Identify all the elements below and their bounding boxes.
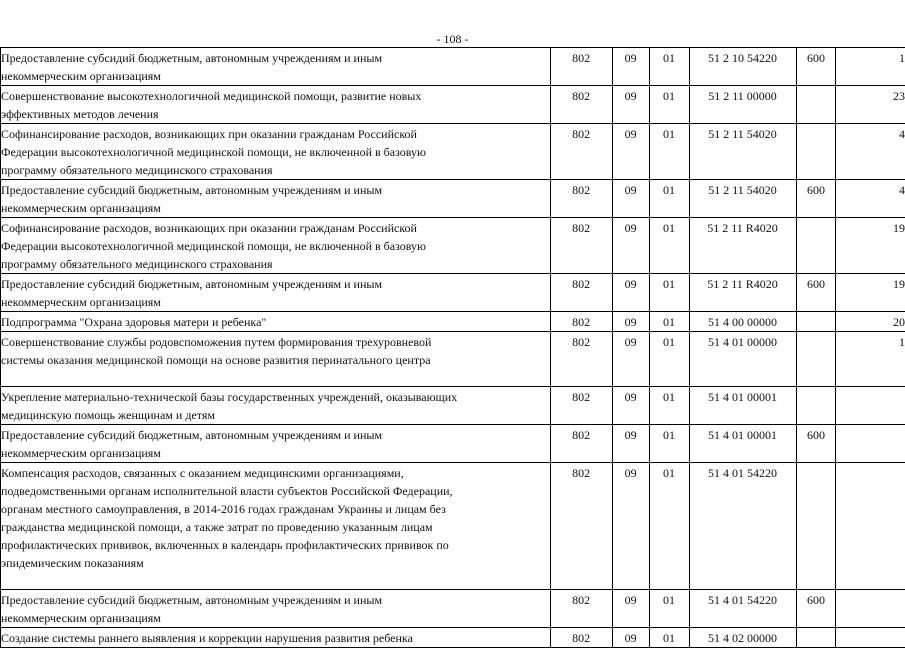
- description-line: Совершенствование службы родовспоможения путем формирования трехуровневой: [1, 333, 548, 351]
- section-code: 09: [612, 86, 649, 124]
- table-row: [1, 425, 905, 463]
- expense-type-code: [796, 463, 836, 590]
- ministry-code: 802: [550, 387, 612, 425]
- ministry-code: 802: [550, 86, 612, 124]
- amount: [836, 387, 905, 425]
- section-code: 09: [612, 425, 649, 463]
- budget-table: [0, 47, 905, 648]
- subsection-code: 01: [649, 124, 689, 180]
- description-line: некоммерческим организациям: [1, 199, 548, 217]
- row-description: [1, 387, 551, 425]
- row-description: [1, 332, 551, 387]
- description-line: Предоставление субсидий бюджетным, автономным учреждениям и иным: [1, 426, 548, 444]
- description-line: Создание системы раннего выявления и коррекции нарушения развития ребенка: [1, 629, 548, 647]
- description-line: Подпрограмма "Охрана здоровья матери и ребенка": [1, 313, 548, 331]
- row-description: [1, 590, 551, 628]
- ministry-code: 802: [550, 425, 612, 463]
- section-code: 09: [612, 218, 649, 274]
- expense-type-code: [796, 312, 836, 332]
- ministry-code: 802: [550, 124, 612, 180]
- description-line: Предоставление субсидий бюджетным, автономным учреждениям и иным: [1, 275, 548, 293]
- amount: 1: [836, 332, 905, 387]
- table-row: [1, 463, 905, 590]
- row-description: [1, 218, 551, 274]
- target-article-code: 51 4 01 54220: [689, 590, 796, 628]
- ministry-code: 802: [550, 48, 612, 86]
- row-description: [1, 463, 551, 590]
- expense-type-code: [796, 218, 836, 274]
- section-code: 09: [612, 387, 649, 425]
- table-row: [1, 312, 905, 332]
- table-row: [1, 332, 905, 387]
- description-line: подведомственными органам исполнительной власти субъектов Российской Федерации,: [1, 482, 548, 500]
- row-description: [1, 124, 551, 180]
- description-line: программу обязательного медицинского страхования: [1, 255, 548, 273]
- table-row: [1, 124, 905, 180]
- amount: [836, 590, 905, 628]
- table-row: [1, 590, 905, 628]
- amount: 23: [836, 86, 905, 124]
- row-description: [1, 48, 551, 86]
- description-line: Софинансирование расходов, возникающих при оказании гражданам Российской: [1, 219, 548, 237]
- row-description: [1, 274, 551, 312]
- target-article-code: 51 4 02 00000: [689, 628, 796, 648]
- row-description: [1, 86, 551, 124]
- amount: [836, 463, 905, 590]
- description-line: Предоставление субсидий бюджетным, автономным учреждениям и иным: [1, 591, 548, 609]
- table-row: [1, 387, 905, 425]
- expense-type-code: [796, 124, 836, 180]
- target-article-code: 51 2 11 R4020: [689, 218, 796, 274]
- section-code: 09: [612, 274, 649, 312]
- ministry-code: 802: [550, 312, 612, 332]
- expense-type-code: [796, 387, 836, 425]
- table-row: [1, 180, 905, 218]
- amount: 4: [836, 180, 905, 218]
- target-article-code: 51 4 00 00000: [689, 312, 796, 332]
- section-code: 09: [612, 628, 649, 648]
- subsection-code: 01: [649, 274, 689, 312]
- section-code: 09: [612, 332, 649, 387]
- expense-type-code: 600: [796, 274, 836, 312]
- target-article-code: 51 2 11 R4020: [689, 274, 796, 312]
- description-line: программу обязательного медицинского страхования: [1, 161, 548, 179]
- row-description: [1, 312, 551, 332]
- subsection-code: 01: [649, 425, 689, 463]
- amount: [836, 425, 905, 463]
- page-number: - 108 -: [0, 33, 905, 46]
- expense-type-code: 600: [796, 590, 836, 628]
- expense-type-code: 600: [796, 48, 836, 86]
- description-line: Совершенствование высокотехнологичной медицинской помощи, развитие новых: [1, 87, 548, 105]
- target-article-code: 51 4 01 00001: [689, 387, 796, 425]
- expense-type-code: [796, 628, 836, 648]
- description-line: некоммерческим организациям: [1, 444, 548, 462]
- subsection-code: 01: [649, 628, 689, 648]
- ministry-code: 802: [550, 628, 612, 648]
- table-row: [1, 274, 905, 312]
- expense-type-code: [796, 332, 836, 387]
- description-line: Компенсация расходов, связанных с оказанием медицинскими организациями,: [1, 464, 548, 482]
- amount: 20: [836, 312, 905, 332]
- target-article-code: 51 2 11 54020: [689, 124, 796, 180]
- subsection-code: 01: [649, 312, 689, 332]
- description-line: некоммерческим организациям: [1, 609, 548, 627]
- expense-type-code: [796, 86, 836, 124]
- subsection-code: 01: [649, 387, 689, 425]
- amount: [836, 628, 905, 648]
- description-line: системы оказания медицинской помощи на основе развития перинатального центра: [1, 351, 548, 369]
- target-article-code: 51 4 01 00001: [689, 425, 796, 463]
- ministry-code: 802: [550, 590, 612, 628]
- description-line: эпидемическим показаниям: [1, 554, 548, 572]
- row-description: [1, 628, 551, 648]
- amount: 19: [836, 274, 905, 312]
- subsection-code: 01: [649, 48, 689, 86]
- target-article-code: 51 4 01 54220: [689, 463, 796, 590]
- section-code: 09: [612, 124, 649, 180]
- description-line: Федерации высокотехнологичной медицинской помощи, не включенной в базовую: [1, 143, 548, 161]
- subsection-code: 01: [649, 590, 689, 628]
- subsection-code: 01: [649, 463, 689, 590]
- ministry-code: 802: [550, 218, 612, 274]
- section-code: 09: [612, 463, 649, 590]
- description-line: некоммерческим организациям: [1, 293, 548, 311]
- ministry-code: 802: [550, 180, 612, 218]
- amount: 19: [836, 218, 905, 274]
- description-line: органам местного самоуправления, в 2014-2016 годах гражданам Украины и лицам без: [1, 500, 548, 518]
- description-line: некоммерческим организациям: [1, 67, 548, 85]
- section-code: 09: [612, 312, 649, 332]
- description-line: Предоставление субсидий бюджетным, автономным учреждениям и иным: [1, 181, 548, 199]
- section-code: 09: [612, 48, 649, 86]
- amount: 1: [836, 48, 905, 86]
- table-body: [1, 48, 905, 648]
- table-row: [1, 218, 905, 274]
- subsection-code: 01: [649, 218, 689, 274]
- target-article-code: 51 2 11 54020: [689, 180, 796, 218]
- table-row: [1, 86, 905, 124]
- description-line: Федерации высокотехнологичной медицинской помощи, не включенной в базовую: [1, 237, 548, 255]
- description-line: Предоставление субсидий бюджетным, автономным учреждениям и иным: [1, 49, 548, 67]
- row-description: [1, 425, 551, 463]
- subsection-code: 01: [649, 86, 689, 124]
- expense-type-code: 600: [796, 425, 836, 463]
- target-article-code: 51 4 01 00000: [689, 332, 796, 387]
- description-line: медицинскую помощь женщинам и детям: [1, 406, 548, 424]
- ministry-code: 802: [550, 332, 612, 387]
- table-row: [1, 628, 905, 648]
- section-code: 09: [612, 590, 649, 628]
- table-row: [1, 48, 905, 86]
- description-line: гражданства медицинской помощи, а также затрат по проведению указанным лицам: [1, 518, 548, 536]
- subsection-code: 01: [649, 332, 689, 387]
- ministry-code: 802: [550, 274, 612, 312]
- target-article-code: 51 2 10 54220: [689, 48, 796, 86]
- subsection-code: 01: [649, 180, 689, 218]
- description-line: профилактических прививок, включенных в календарь профилактических прививок по: [1, 536, 548, 554]
- description-line: Софинансирование расходов, возникающих при оказании гражданам Российской: [1, 125, 548, 143]
- section-code: 09: [612, 180, 649, 218]
- ministry-code: 802: [550, 463, 612, 590]
- description-line: эффективных методов лечения: [1, 105, 548, 123]
- amount: 4: [836, 124, 905, 180]
- row-description: [1, 180, 551, 218]
- description-line: Укрепление материально-технической базы государственных учреждений, оказывающих: [1, 388, 548, 406]
- target-article-code: 51 2 11 00000: [689, 86, 796, 124]
- expense-type-code: 600: [796, 180, 836, 218]
